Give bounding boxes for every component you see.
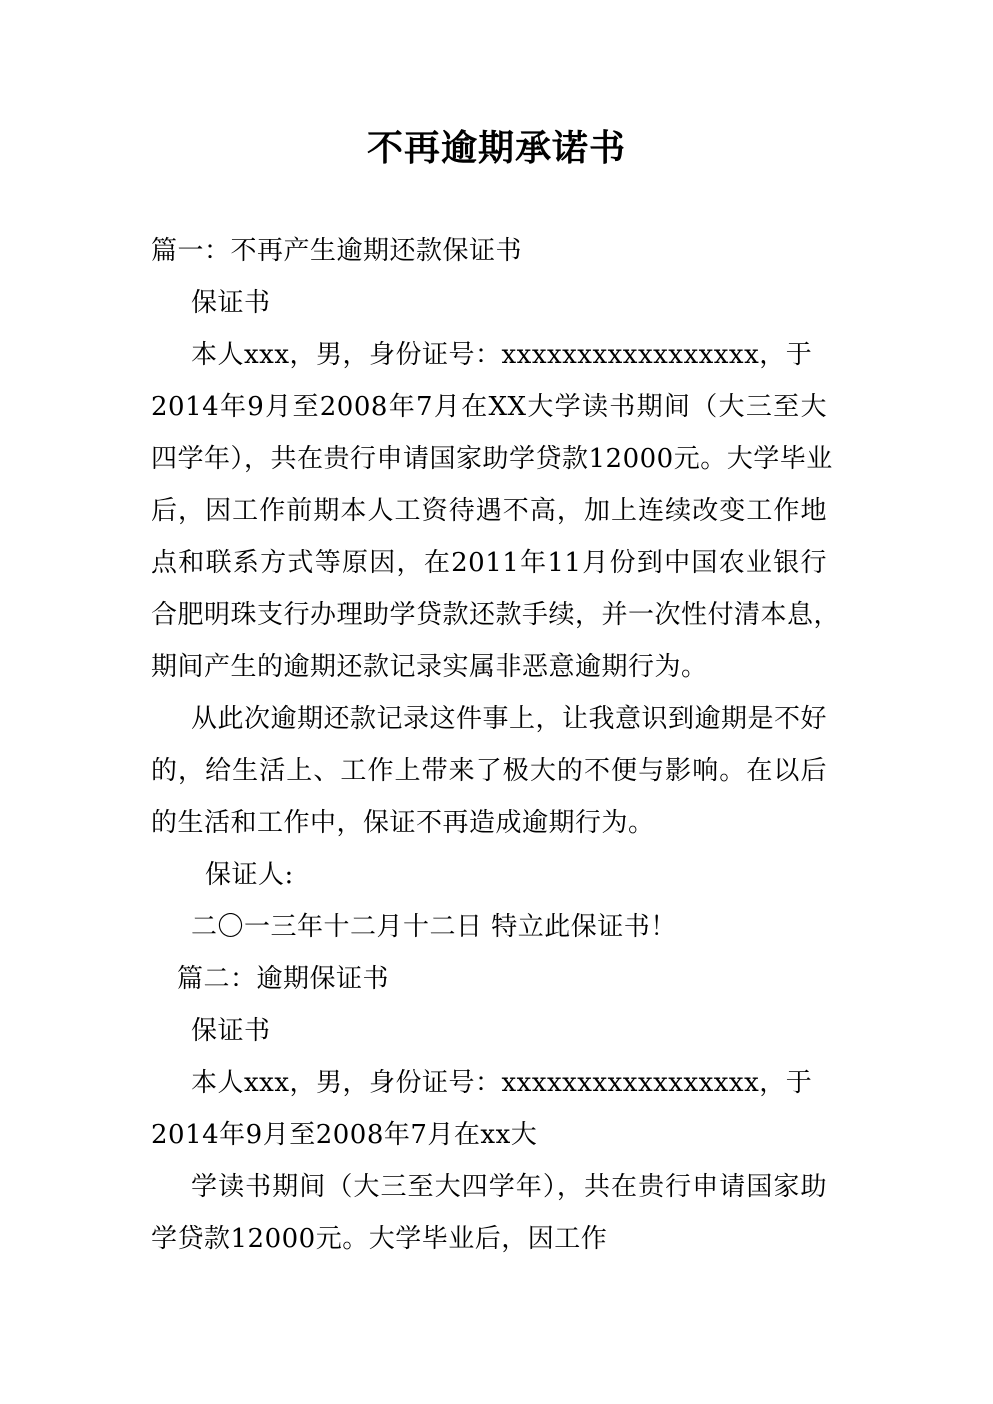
guarantor-label: 保证人: <box>205 860 294 890</box>
paragraph-line: 本人xxx，男，身份证号：xxxxxxxxxxxxxxxxx，于 <box>191 340 813 370</box>
paragraph-line: 从此次逾期还款记录这件事上，让我意识到逾期是不好 <box>191 704 828 734</box>
paragraph-line: 本人xxx，男，身份证号：xxxxxxxxxxxxxxxxx，于 <box>191 1068 813 1098</box>
paragraph-line: 点和联系方式等原因，在2011年11月份到中国农业银行 <box>151 548 827 578</box>
paragraph-line: 学读书期间（大三至大四学年），共在贵行申请国家助 <box>191 1172 827 1202</box>
subheading-guarantee: 保证书 <box>191 1016 271 1046</box>
paragraph-line: 的生活和工作中，保证不再造成逾期行为。 <box>151 808 655 838</box>
paragraph-line: 后，因工作前期本人工资待遇不高，加上连续改变工作地 <box>151 496 827 526</box>
paragraph-line: 2014年9月至2008年7月在XX大学读书期间（大三至大 <box>151 392 827 422</box>
paragraph-line: 期间产生的逾期还款记录实属非恶意逾期行为。 <box>151 652 708 682</box>
paragraph-line: 学贷款12000元。大学毕业后，因工作 <box>151 1224 608 1254</box>
paragraph-line: 四学年），共在贵行申请国家助学贷款12000元。大学毕业 <box>151 444 833 474</box>
section-heading-1: 篇一：不再产生逾期还款保证书 <box>151 236 523 266</box>
date-line: 二〇一三年十二月十二日 特立此保证书！ <box>191 912 677 942</box>
section-heading-2: 篇二：逾期保证书 <box>177 964 390 994</box>
paragraph-line: 2014年9月至2008年7月在xx大 <box>151 1120 538 1150</box>
document-title: 不再逾期承诺书 <box>366 127 626 169</box>
paragraph-line: 的，给生活上、工作上带来了极大的不便与影响。在以后 <box>151 756 827 786</box>
subheading-guarantee: 保证书 <box>191 288 271 318</box>
paragraph-line: 合肥明珠支行办理助学贷款还款手续，并一次性付清本息， <box>151 600 841 630</box>
